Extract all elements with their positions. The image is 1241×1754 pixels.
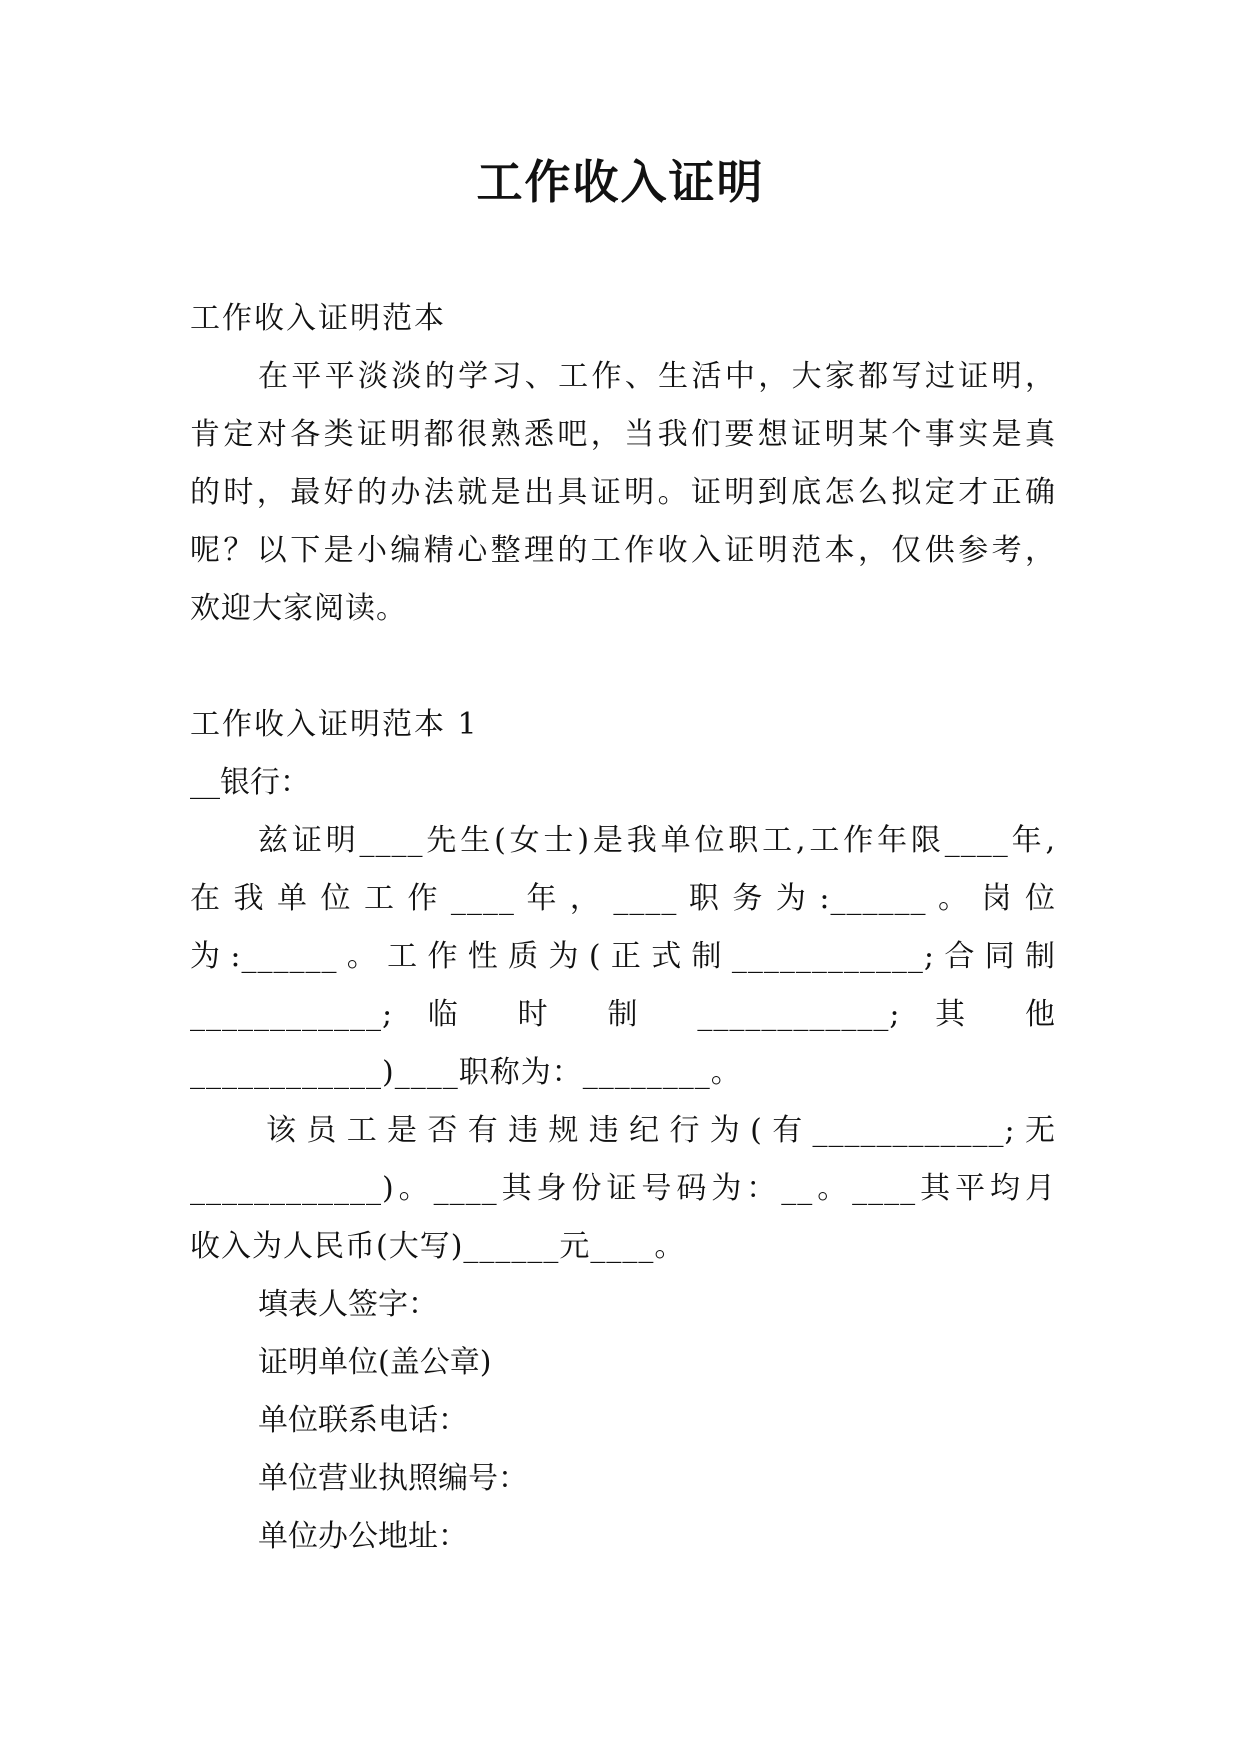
violation-line: 该员工是否有违规违纪行为(有____________;无 — [266, 1113, 1056, 1148]
document-body — [190, 290, 1056, 1566]
violation-paragraph — [190, 1102, 1056, 1276]
bank-addressee: __银行： — [190, 765, 310, 800]
cert-line: ____________)____职称为：________。 — [190, 1055, 742, 1090]
document-title: 工作收入证明 — [476, 155, 765, 209]
certification-paragraph — [190, 812, 1056, 1102]
intro-line: 在平平淡淡的学习、工作、生活中，大家都写过证明， — [258, 359, 1056, 394]
sample-heading: 工作收入证明范本 1 — [190, 707, 479, 742]
office-address-label: 单位办公地址： — [258, 1519, 468, 1554]
business-license-label: 单位营业执照编号： — [258, 1461, 528, 1496]
signer-signature-label: 填表人签字： — [258, 1287, 438, 1322]
signature-block — [190, 1276, 1056, 1566]
cert-line: ____________; 临 时 制 ____________; 其 他 — [190, 997, 1056, 1032]
unit-seal-label: 证明单位(盖公章) — [258, 1345, 492, 1380]
unit-phone-label: 单位联系电话： — [258, 1403, 468, 1438]
cert-line: 为:______。工作性质为(正式制____________;合同制 — [190, 939, 1056, 974]
violation-line: ____________)。____其身份证号码为：__。____其平均月 — [190, 1171, 1056, 1206]
intro-line: 欢迎大家阅读。 — [190, 591, 407, 626]
section-heading: 工作收入证明范本 — [190, 301, 446, 336]
intro-paragraph — [190, 348, 1056, 638]
intro-line: 的时，最好的办法就是出具证明。证明到底怎么拟定才正确 — [190, 475, 1056, 510]
cert-line: 在 我 单 位 工 作 ____ 年 ， ____ 职 务 为 :______ 。 岗 位 — [190, 881, 1056, 916]
intro-line: 呢？以下是小编精心整理的工作收入证明范本，仅供参考， — [190, 533, 1056, 568]
intro-line: 肯定对各类证明都很熟悉吧，当我们要想证明某个事实是真 — [190, 417, 1056, 452]
cert-line: 兹证明____先生(女士)是我单位职工,工作年限____年, — [258, 823, 1056, 858]
violation-line: 收入为人民币(大写)______元____。 — [190, 1229, 686, 1264]
